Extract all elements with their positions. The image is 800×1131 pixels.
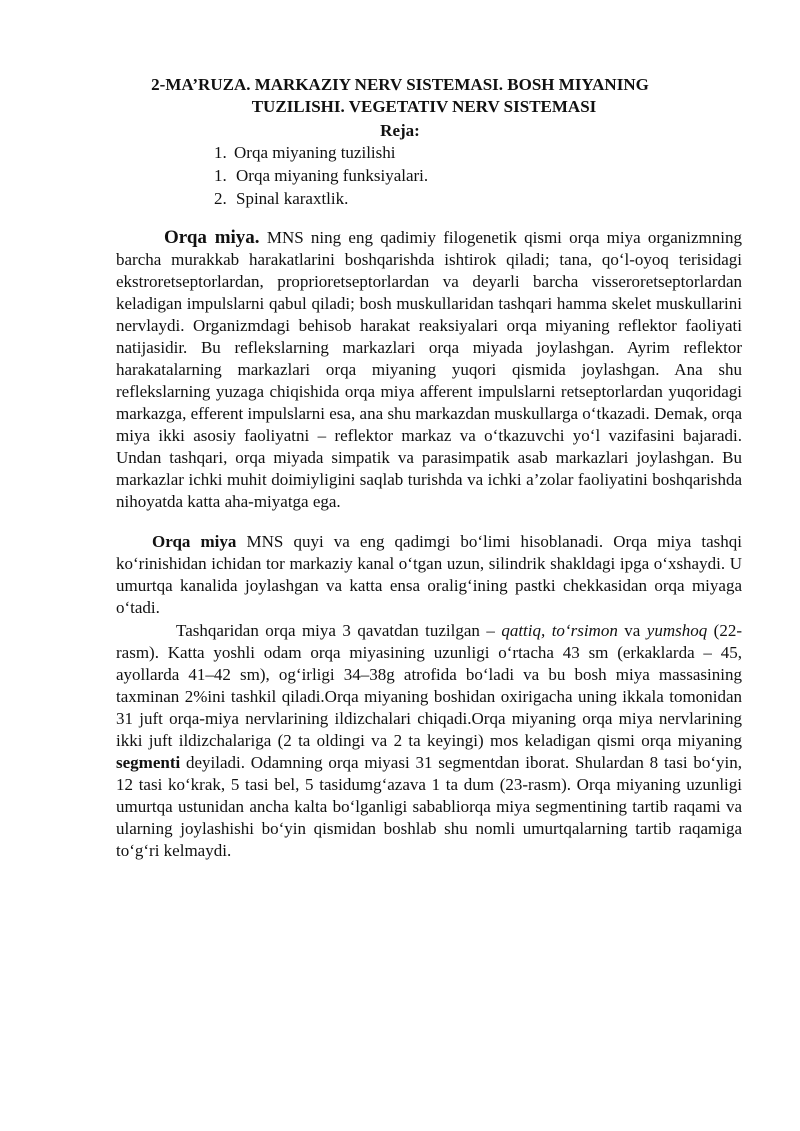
paragraph-text: MNS ning eng qadimiy filogenetik qismi orqa miya organizmning barcha murakkab harakatlarini boshqarishda ishtirok qiladi; tana, qo‘l-oyoq terisidagi ekstroretseptorlardan, proprioretseptorlardan va deyarli barcha visseroretseptorlardan keladigan impulslarni qabul qiladi; bosh muskullaridan tashqari hamma skelet muskullarini nervlaydi. Organizmdagi behisob harakat reaksiyalari orqa miyaning reflektor faoliyati natijasidir. Bu reflekslarning markazlari orqa miyada joylashgan. Ayrim reflektor harakatalarning markazlari orqa miyaning yuqori qismida joylashgan. Ana shu reflekslarning yuzaga chiqishida orqa miya afferent impulslarni retseptorlardan yuqoridagi markazga, efferent impulslarni esa, ana shu markazdan muskullarga o‘tkazadi. Demak, orqa miya ikki asosiy faoliyatni – reflektor markaz va o‘tkazuvchi yo‘l vazifasini bajaradi. Undan tashqari, orqa miyada simpatik va parasimpatik asab markazlari joylashgan. Bu markazlar ichki muhit doimiyligini saqlab turishda va ichki a’zolar faoliyatini boshqarishda nihoyatda katta aha-miyatga ega. — [116, 228, 742, 511]
paragraph-text: (22-rasm). Katta yoshli odam orqa miyasining uzunligi o‘rtacha 43 sm (erkaklarda – 45, ayollarda 41–42 sm), og‘irligi 34–38g atrofida bo‘ladi va bu bosh miya massasining taxminan 2%ini tashkil qiladi.Orqa miyaning boshidan oxirigacha uning ikkala tomonidan 31 juft orqa-miya nervlarining ildizchalari chiqadi.Orqa miyaning orqa miya nervlarining ikki juft ildizchalariga (2 ta oldingi va 2 ta keyingi) mos keladigan qismi orqa miyaning — [116, 621, 743, 750]
title-line-2: TUZILISHI. VEGETATIV NERV SISTEMASI — [251, 97, 597, 116]
paragraph-text: MNS quyi va eng qadimgi bo‘limi hisoblanadi. Orqa miya tashqi ko‘rinishidan ichidan tor markaziy kanal o‘tgan uzun, silindrik shakldagi ipga o‘xshaydi. U umurtqa kanalida joylashgan va katta ensa oralig‘ining pastki chekkasidan orqa miyaga o‘tadi. — [116, 532, 742, 617]
plan-item — [214, 187, 428, 210]
paragraph-spinal-cord-layers — [116, 620, 742, 862]
paragraph-text: Tashqaridan orqa miya 3 qavatdan tuzilgan – — [176, 621, 502, 640]
italic-term: yumshoq — [646, 621, 708, 640]
plan-item-text: Orqa miyaning funksiyalari. — [236, 166, 429, 185]
lecture-title — [100, 74, 700, 118]
paragraph-spinal-cord-intro — [116, 227, 742, 513]
plan-item — [214, 164, 428, 187]
plan-heading: Reja: — [380, 121, 420, 140]
paragraph-text: deyiladi. Odamning orqa miyasi 31 segmentdan iborat. Shulardan 8 tasi bo‘yin, 12 tasi ko‘krak, 5 tasi bel, 5 tasidumg‘azava 1 ta dum (23-rasm). Orqa miyaning uzunligi umurtqa ustunidan ancha kalta bo‘lganligi sababliorqa miya segmentining tartib raqami va ularning joylashishi bo‘yin qismidan boshlab shu nomli umurtqalarning tartib raqamiga to‘g‘ri kelmaydi. — [116, 753, 742, 860]
paragraph-text: va — [617, 621, 647, 640]
plan-item — [214, 141, 428, 164]
plan-item-number: 2. — [214, 189, 227, 208]
paragraph-lead-term: Orqa miya — [152, 532, 237, 551]
plan-item-text: Spinal karaxtlik. — [236, 189, 349, 208]
plan-item-text: Orqa miyaning tuzilishi — [234, 143, 396, 162]
bold-term: segmenti — [116, 753, 181, 772]
title-line-1: 2-MA’RUZA. MARKAZIY NERV SISTEMASI. BOSH MIYANING — [151, 75, 649, 94]
paragraph-spinal-cord-structure — [116, 531, 742, 619]
plan-list — [214, 141, 428, 210]
plan-item-number: 1. — [214, 143, 227, 162]
italic-term: qattiq, to‘rsimon — [501, 621, 618, 640]
paragraph-lead-term: Orqa miya. — [164, 227, 260, 248]
plan-item-number: 1. — [214, 166, 227, 185]
